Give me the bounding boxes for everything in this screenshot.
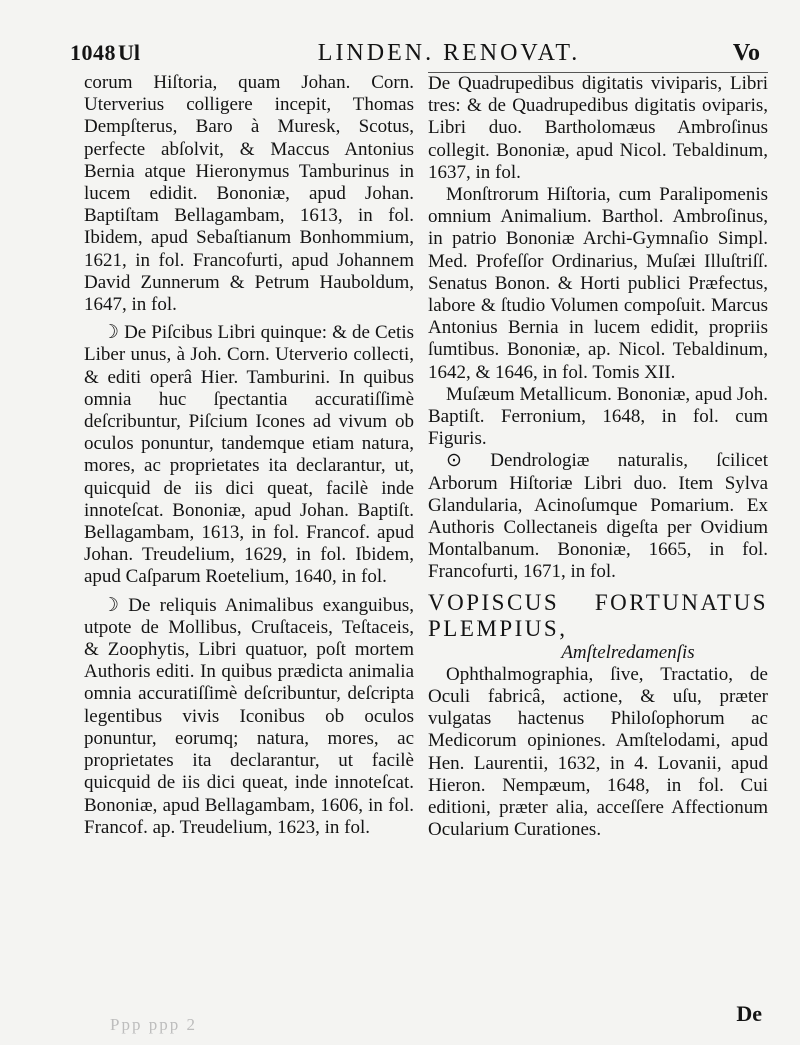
left-column <box>84 72 414 839</box>
catchword: De <box>736 1001 762 1026</box>
entry-paragraph: corum Hiſtoria, quam Johan. Corn. Uterverius colligere incepit, Thomas Dempſterus, Baro à Muresk, Scotus, perfecte abſolvit, & Maccus Antonius Bernia atque Hieronymus Tamburinus in lucem edidit. Bononiæ, apud Johan. Baptiſtam Bellagambam, 1613, in fol. Ibidem, apud Sebaſtianum Bonhommium, 1621, in fol. Francofurti, apud Johannem David Zunnerum & Petrum Hauboldum, 1647, in fol. <box>84 72 414 316</box>
page-number: 1048 <box>70 40 116 65</box>
entry-paragraph: Muſæum Metallicum. Bononiæ, apud Joh. Baptiſt. Ferronium, 1648, in fol. cum Figuris. <box>428 383 768 450</box>
author-name: VOPISCUS FORTUNATUS PLEMPIUS, <box>428 589 768 641</box>
signature-mark: Ppp ppp 2 <box>110 1015 197 1034</box>
header-left-abbrev: Ul <box>118 40 140 65</box>
header-title: LINDEN. RENOVAT. <box>317 40 581 66</box>
entry-paragraph: ☽ De Piſcibus Libri quinque: & de Cetis Liber unus, à Joh. Corn. Uterverio collecti, & editi operâ Hier. Tamburini. In quibus omnia huc ſpectantia accuratiſſimè deſcribuntur, Piſcium Icones ad vivum ob oculos ponuntur, tandemque etiam natura, mores, ac proprietates ita declarantur, ut, quicquid de iis dici queat, facilè inde innoteſcat. Bononiæ, apud Johan. Baptiſt. Bellagambam, 1613, in fol. Francof. apud Johan. Treudelium, 1629, in fol. Ibidem, apud Caſparum Roetelium, 1640, in fol. <box>84 322 414 588</box>
entry-paragraph: De Quadrupedibus digitatis viviparis, Libri tres: & de Quadrupedibus digitatis oviparis, Libri duo. Bartholomæus Ambroſinus collegit. Bononiæ, apud Nicol. Tebaldinum, 1637, in fol. <box>428 73 768 183</box>
header-right-abbrev: Vo <box>732 40 760 66</box>
entry-paragraph: ☽ De reliquis Animalibus exanguibus, utpote de Mollibus, Cruſtaceis, Teſtaceis, & Zoophytis, Libri quatuor, poſt mortem Authoris editi. In quibus prædicta animalia omnia accuratiſſimè deſcribuntur, deſcripta legentibus vivis Iconibus ob oculos ponuntur, eorumq; natura, mores, ac proprietates ita declarantur, ut facilè quicquid de iis dici queat, inde innoteſcat. Bononiæ, apud Bellagambam, 1606, in fol. Francof. ap. Treudelium, 1623, in fol. <box>84 594 414 838</box>
running-head <box>70 40 760 74</box>
entry-paragraph: ⊙ Dendrologiæ naturalis, ſcilicet Arborum Hiſtoriæ Libri duo. Item Sylva Glandularia, Acinoſumque Pomarium. Ex Authoris Collectaneis digeſta per Ovidium Montalbanum. Bononiæ, 1665, in fol. Francofurti, 1671, in fol. <box>428 450 768 583</box>
right-column <box>428 72 768 842</box>
entry-paragraph: Ophthalmographia, ſive, Tractatio, de Oculi fabricâ, actione, & uſu, præter vulgatas hactenus Philoſophorum ac Medicorum opiniones. Amſtelodami, apud Hen. Laurentii, 1632, in 4. Lovanii, apud Hieron. Nempæum, 1648, in fol. Cui editioni, præter alia, acceſſere Affectionum Ocularium Curationes. <box>428 663 768 841</box>
entry-paragraph: Monſtrorum Hiſtoria, cum Paralipomenis omnium Animalium. Barthol. Ambroſinus, in patrio Bononiæ Archi-Gymnaſio Simpl. Med. Profeſſor Ordinarius, Muſæi Illuſtriſſ. Senatus Bonon. & Horti publici Præfectus, labore & ſtudio Volumen compoſuit. Marcus Antonius Bernia in lucem edidit, propriis ſumtibus. Bononiæ, ap. Nicol. Tebaldinum, 1642, & 1646, in fol. Tomis XII. <box>428 184 768 383</box>
author-place: Amſtelredamenſis <box>561 641 695 663</box>
